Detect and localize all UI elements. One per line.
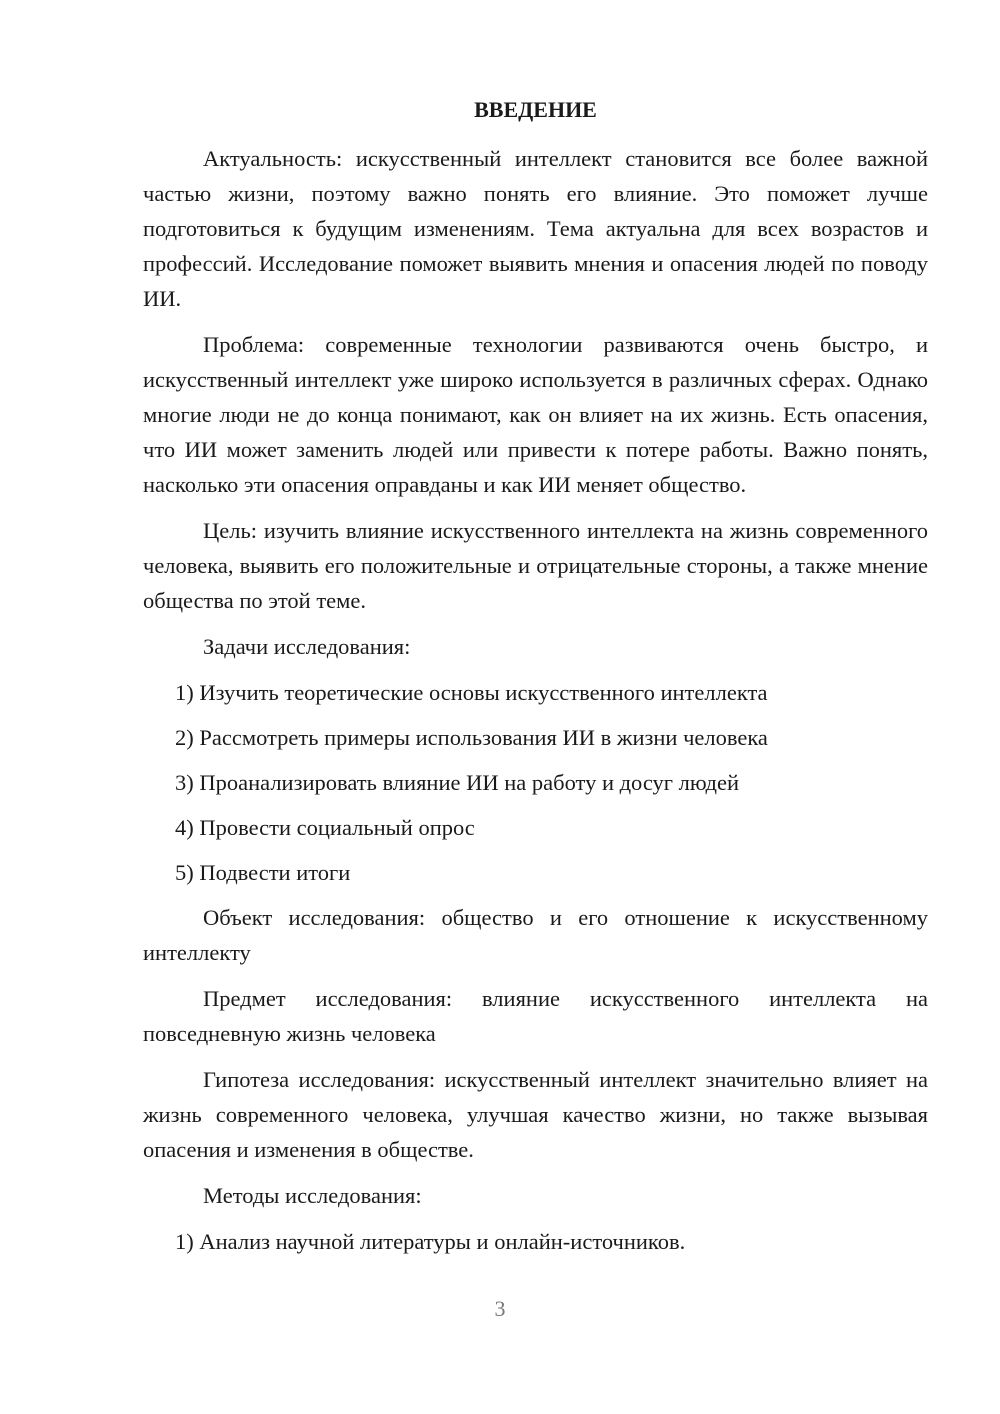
- hypothesis-paragraph: Гипотеза исследования: искусственный интеллект значительно влияет на жизнь современного человека, улучшая качество жизни, но также вызывая опасения и изменения в обществе.: [143, 1067, 928, 1162]
- page-number: 3: [494, 1296, 506, 1321]
- task-item: 5) Подвести итоги: [175, 860, 351, 885]
- relevance-paragraph: Актуальность: искусственный интеллект становится все более важной частью жизни, поэтому важно понять его влияние. Это поможет лучше подготовиться к будущим изменениям. Тема актуальна для всех возрастов и профессий. Исследование поможет выявить мнения и опасения людей по поводу ИИ.: [143, 146, 928, 311]
- subject-paragraph: Предмет исследования: влияние искусственного интеллекта на повседневную жизнь человека: [143, 986, 928, 1046]
- goal-paragraph: Цель: изучить влияние искусственного интеллекта на жизнь современного человека, выявить его положительные и отрицательные стороны, а также мнение общества по этой теме.: [143, 518, 928, 613]
- document-page: [143, 92, 928, 1269]
- task-item: 4) Провести социальный опрос: [175, 815, 475, 840]
- problem-paragraph: Проблема: современные технологии развиваются очень быстро, и искусственный интеллект уже широко используется в различных сферах. Однако многие люди не до конца понимают, как он влияет на их жизнь. Есть опасения, что ИИ может заменить людей или привести к потере работы. Важно понять, насколько эти опасения оправданы и как ИИ меняет общество.: [143, 332, 928, 497]
- methods-heading: Методы исследования:: [203, 1183, 422, 1208]
- task-item: 3) Проанализировать влияние ИИ на работу и досуг людей: [175, 770, 740, 795]
- tasks-heading: Задачи исследования:: [203, 634, 411, 659]
- object-paragraph: Объект исследования: общество и его отношение к искусственному интеллекту: [143, 905, 928, 965]
- tasks-list: [143, 675, 928, 890]
- methods-list: [143, 1224, 928, 1259]
- task-item: 1) Изучить теоретические основы искусственного интеллекта: [175, 680, 768, 705]
- section-title: ВВЕДЕНИЕ: [474, 97, 597, 122]
- task-item: 2) Рассмотреть примеры использования ИИ в жизни человека: [175, 725, 768, 750]
- method-item: 1) Анализ научной литературы и онлайн-источников.: [175, 1229, 686, 1254]
